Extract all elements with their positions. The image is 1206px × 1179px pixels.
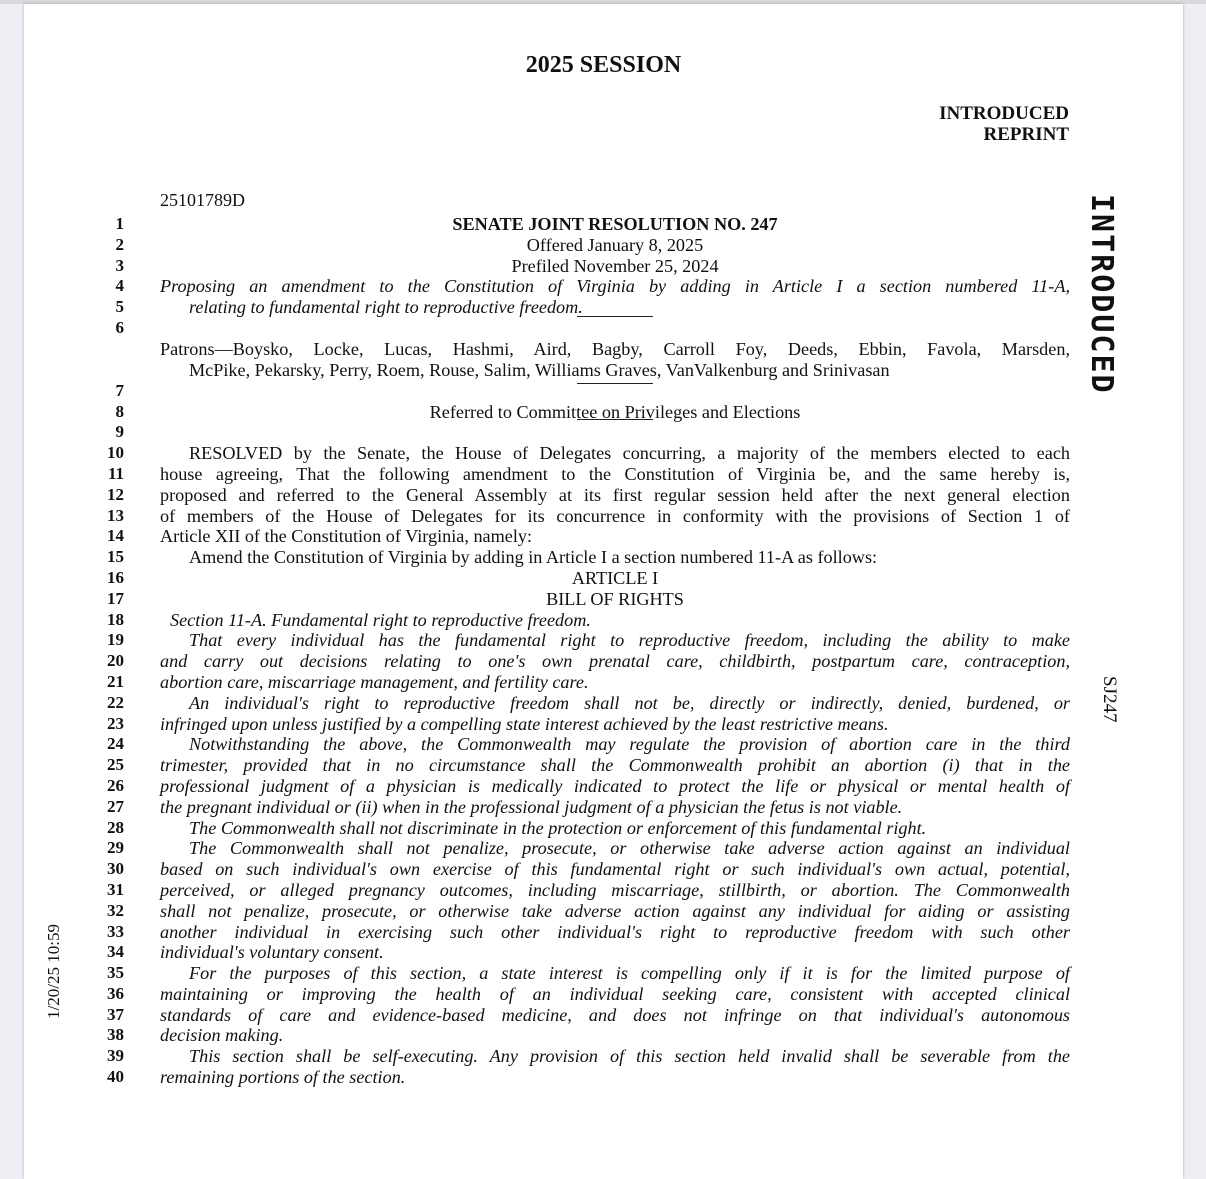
status-introduced: INTRODUCED — [939, 103, 1069, 124]
line-number: 11 — [107, 463, 124, 483]
body-text: perceived, or alleged pregnancy outcomes, including miscarriage, stillbirth, or abortion. The Commonwealth — [160, 879, 1070, 900]
line-number: 34 — [107, 942, 124, 962]
line-26 — [94, 776, 1074, 797]
line-number: 26 — [107, 775, 124, 795]
line-number: 39 — [107, 1046, 124, 1066]
line-number: 15 — [107, 547, 124, 567]
line-number: 5 — [115, 297, 124, 317]
body-text: maintaining or improving the health of an individual seeking care, consistent with accepted clinical — [160, 983, 1070, 1004]
line-40 — [94, 1067, 1074, 1088]
summary-line: relating to fundamental right to reproductive freedom. — [189, 297, 583, 318]
line-number: 24 — [107, 734, 124, 754]
body-text: house agreeing, That the following amendment to the Constitution of Virginia be, and the same hereby is, — [160, 463, 1070, 484]
line-13 — [94, 506, 1074, 527]
body-text: The Commonwealth shall not discriminate in the protection or enforcement of this fundamental right. — [189, 817, 927, 838]
line-number: 29 — [107, 838, 124, 858]
body-text: An individual's right to reproductive freedom shall not be, directly or indirectly, denied, burdened, or — [189, 692, 1070, 713]
line-3 — [94, 256, 1074, 277]
line-33 — [94, 922, 1074, 943]
line-37 — [94, 1005, 1074, 1026]
line-19 — [94, 630, 1074, 651]
status-reprint: REPRINT — [983, 124, 1069, 145]
body-text: the pregnant individual or (ii) when in the professional judgment of a physician the fetus is not viable. — [160, 796, 903, 817]
print-timestamp: 1/20/25 10:59 — [44, 924, 63, 1019]
body-text: based on such individual's own exercise of this fundamental right or such individual's own actual, potential, — [160, 859, 1070, 880]
line-number: 8 — [115, 401, 124, 421]
session-heading: 2025 SESSION — [525, 52, 682, 78]
line-number: 2 — [115, 234, 124, 254]
body-text: remaining portions of the section. — [160, 1067, 406, 1088]
line-7 — [94, 381, 1074, 402]
status-block — [939, 103, 1069, 145]
line-number: 35 — [107, 963, 124, 983]
separator-rule — [577, 419, 653, 420]
document-page — [24, 4, 1183, 1179]
line-number: 14 — [107, 526, 124, 546]
body-text: RESOLVED by the Senate, the House of Delegates concurring, a majority of the members elected to each — [189, 443, 1070, 464]
body-text: That every individual has the fundamental right to reproductive freedom, including the ability to make — [189, 630, 1070, 651]
line-number: 36 — [107, 983, 124, 1003]
line-28 — [94, 818, 1074, 839]
line-number: 20 — [107, 651, 124, 671]
line-number: 37 — [107, 1004, 124, 1024]
line-14 — [94, 526, 1074, 547]
line-number: 16 — [107, 567, 124, 587]
article-subheading: BILL OF RIGHTS — [546, 588, 684, 609]
body-text: standards of care and evidence-based medicine, and does not infringe on that individual's autonomous — [160, 1004, 1070, 1025]
line-number: 28 — [107, 817, 124, 837]
body-text: another individual in exercising such other individual's right to reproductive freedom with such other — [160, 921, 1070, 942]
line-6 — [94, 318, 1074, 339]
line-24 — [94, 734, 1074, 755]
prefiled-date: Prefiled November 25, 2024 — [511, 255, 719, 276]
line-number: 27 — [107, 796, 124, 816]
line-number: 4 — [115, 276, 124, 296]
body-text: infringed upon unless justified by a compelling state interest achieved by the least restrictive means. — [160, 713, 889, 734]
line-18 — [94, 610, 1074, 631]
body-text: proposed and referred to the General Assembly at its first regular session held after the next general election — [160, 484, 1070, 505]
line-number: 22 — [107, 692, 124, 712]
line-number: 18 — [107, 609, 124, 629]
body-text: decision making. — [160, 1025, 284, 1046]
line-27 — [94, 797, 1074, 818]
line-32 — [94, 901, 1074, 922]
body-text: For the purposes of this section, a state interest is compelling only if it is for the limited purpose of — [189, 963, 1070, 984]
line-number: 38 — [107, 1025, 124, 1045]
line-number: 40 — [107, 1067, 124, 1087]
line-16 — [94, 568, 1074, 589]
body-text: trimester, provided that in no circumstance shall the Commonwealth prohibit an abortion (i) that in the — [160, 755, 1070, 776]
patrons-line: Patrons—Boysko, Locke, Lucas, Hashmi, Aird, Bagby, Carroll Foy, Deeds, Ebbin, Favola, Marsden, — [160, 338, 1070, 359]
line-number: 7 — [115, 380, 124, 400]
numbered-lines — [94, 214, 1074, 1088]
line-30 — [94, 859, 1074, 880]
offered-date: Offered January 8, 2025 — [526, 234, 704, 255]
line-number: 6 — [115, 317, 124, 337]
line-38 — [94, 1025, 1074, 1046]
line-number: 23 — [107, 713, 124, 733]
line-35 — [94, 963, 1074, 984]
line-number: 17 — [107, 588, 124, 608]
line-22 — [94, 693, 1074, 714]
line-number: 10 — [107, 443, 124, 463]
line-25 — [94, 755, 1074, 776]
line-number: 1 — [115, 214, 124, 233]
line-number: 9 — [115, 422, 124, 442]
resolution-title: SENATE JOINT RESOLUTION NO. 247 — [452, 214, 778, 234]
line-31 — [94, 880, 1074, 901]
line-number: 32 — [107, 900, 124, 920]
vertical-status-label: INTRODUCED — [1084, 194, 1119, 395]
line-12 — [94, 485, 1074, 506]
line-11 — [94, 464, 1074, 485]
line-1 — [94, 214, 1074, 235]
article-heading: ARTICLE I — [571, 567, 659, 588]
line-39 — [94, 1046, 1074, 1067]
document-id: 25101789D — [160, 190, 245, 210]
line-5 — [94, 297, 1074, 318]
body-text: The Commonwealth shall not penalize, prosecute, or otherwise take adverse action against an individual — [189, 838, 1070, 859]
line-number: 25 — [107, 755, 124, 775]
body-text: individual's voluntary consent. — [160, 942, 384, 963]
line-15 — [94, 547, 1074, 568]
line-10 — [94, 443, 1074, 464]
committee-referral: Referred to Committee on Privileges and Elections — [429, 401, 801, 422]
line-number: 19 — [107, 630, 124, 650]
line-number: 21 — [107, 671, 124, 691]
line-9 — [94, 422, 1074, 443]
line-17 — [94, 589, 1074, 610]
body-text: abortion care, miscarriage management, and fertility care. — [160, 671, 589, 692]
line-34 — [94, 942, 1074, 963]
line-number: 30 — [107, 859, 124, 879]
line-4 — [94, 276, 1074, 297]
body-text: shall not penalize, prosecute, or otherwise take adverse action against any individual for aiding or assisting — [160, 900, 1070, 921]
line-23 — [94, 714, 1074, 735]
body-text: Article XII of the Constitution of Virginia, namely: — [160, 526, 533, 547]
body-text: professional judgment of a physician is medically indicated to protect the life or physical or mental health of — [160, 775, 1070, 796]
summary-line: Proposing an amendment to the Constitution of Virginia by adding in Article I a section numbered 11-A, — [160, 276, 1070, 297]
vertical-bill-code: SJ247 — [1099, 676, 1120, 723]
line-number: 33 — [107, 921, 124, 941]
separator-rule — [577, 316, 653, 317]
line-2 — [94, 235, 1074, 256]
line-number: 12 — [107, 484, 124, 504]
patrons-line: McPike, Pekarsky, Perry, Roem, Rouse, Salim, Williams Graves, VanValkenburg and Srinivasan — [189, 359, 890, 380]
body-text: This section shall be self-executing. Any provision of this section held invalid shall be severable from the — [189, 1046, 1070, 1067]
separator-rule — [577, 383, 653, 384]
body-text: Notwithstanding the above, the Commonwealth may regulate the provision of abortion care in the third — [189, 734, 1070, 755]
line-number: 13 — [107, 505, 124, 525]
patrons-block — [94, 339, 1074, 381]
line-29 — [94, 838, 1074, 859]
line-number: 31 — [107, 879, 124, 899]
line-36 — [94, 984, 1074, 1005]
body-text: Amend the Constitution of Virginia by adding in Article I a section numbered 11-A as follows: — [189, 547, 878, 568]
line-20 — [94, 651, 1074, 672]
body-text: and carry out decisions relating to one's own prenatal care, childbirth, postpartum care, contraception, — [160, 651, 1070, 672]
line-21 — [94, 672, 1074, 693]
body-text: of members of the House of Delegates for its concurrence in conformity with the provisions of Section 1 of — [160, 505, 1070, 526]
section-heading: Section 11-A. Fundamental right to reproductive freedom. — [170, 609, 591, 630]
line-number: 3 — [115, 255, 124, 275]
